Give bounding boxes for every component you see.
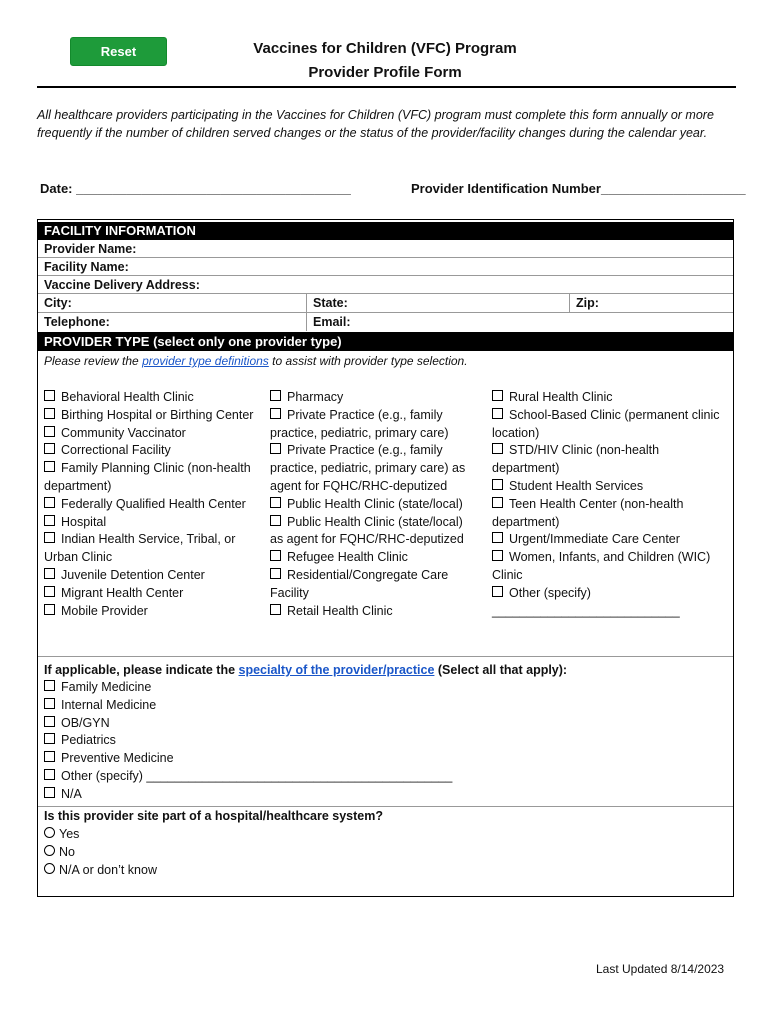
option-label: School-Based Clinic (permanent clinic location) (492, 407, 720, 440)
checkbox-icon[interactable] (44, 716, 55, 727)
provider-type-option[interactable] (44, 407, 258, 425)
option-label: N/A (61, 786, 82, 801)
email-field[interactable]: Email: (313, 315, 351, 329)
provider-type-definitions-link[interactable]: provider type definitions (142, 354, 269, 368)
provider-type-option[interactable] (44, 460, 258, 496)
checkbox-icon[interactable] (270, 443, 281, 454)
form-subtitle: Provider Profile Form (308, 64, 462, 81)
note-text: Please review the (44, 354, 143, 368)
checkbox-icon[interactable] (270, 408, 281, 419)
cell-divider (306, 294, 307, 331)
checkbox-icon[interactable] (44, 769, 55, 780)
provider-type-option[interactable] (492, 407, 728, 443)
provider-type-option[interactable] (44, 585, 258, 603)
option-label: Indian Health Service, Tribal, or Urban Clinic (44, 532, 236, 565)
hospital-options (44, 826, 444, 879)
option-label: Correctional Facility (61, 443, 171, 458)
option-label: Teen Health Center (non-health department) (492, 496, 684, 529)
checkbox-icon[interactable] (270, 497, 281, 508)
provider-type-col3 (492, 389, 728, 620)
radio-icon[interactable] (44, 827, 55, 838)
checkbox-icon[interactable] (44, 443, 55, 454)
provider-type-col2 (270, 389, 475, 620)
provider-type-option[interactable] (270, 514, 475, 550)
option-label: STD/HIV Clinic (non-health department) (492, 443, 660, 476)
option-label: Mobile Provider (61, 603, 148, 618)
provider-type-option[interactable] (492, 531, 728, 549)
provider-type-option[interactable] (492, 585, 728, 603)
hospital-option[interactable] (44, 844, 444, 862)
specialty-question (44, 663, 567, 677)
provider-type-option[interactable] (44, 603, 258, 621)
checkbox-icon[interactable] (270, 550, 281, 561)
checkbox-icon[interactable] (492, 497, 503, 508)
option-label: Rural Health Clinic (509, 390, 613, 404)
provider-type-option[interactable] (44, 514, 258, 532)
provider-type-option[interactable] (270, 496, 475, 514)
provider-type-option[interactable] (492, 442, 728, 478)
provider-type-option[interactable] (44, 531, 258, 567)
provider-type-option[interactable] (44, 496, 258, 514)
state-field[interactable]: State: (313, 296, 348, 310)
hospital-option[interactable] (44, 826, 444, 844)
section-divider (38, 656, 733, 657)
option-label: No (59, 844, 75, 859)
hospital-question: Is this provider site part of a hospital/healthcare system? (44, 809, 383, 823)
provider-id-field[interactable]: Provider Identification Number____________________ (411, 181, 746, 196)
option-label: Family Medicine (61, 680, 152, 694)
provider-type-option[interactable] (270, 603, 475, 621)
checkbox-icon[interactable] (492, 586, 503, 597)
checkbox-icon[interactable] (44, 751, 55, 762)
last-updated: Last Updated 8/14/2023 (596, 962, 725, 976)
option-label: Public Health Clinic (state/local) (287, 496, 463, 511)
option-label: Preventive Medicine (61, 751, 174, 766)
provider-type-option[interactable] (270, 442, 475, 495)
provider-type-col1 (44, 389, 258, 620)
option-label: OB/GYN (61, 715, 110, 730)
option-label: Refugee Health Clinic (287, 550, 408, 565)
option-label: Pediatrics (61, 733, 116, 748)
specialty-options (44, 679, 644, 804)
profile-form (37, 219, 734, 897)
other-specify-blank[interactable]: ___________________________ (492, 603, 680, 618)
provider-type-option[interactable] (44, 389, 258, 407)
reset-button[interactable]: Reset (70, 37, 167, 66)
section-divider (38, 806, 733, 807)
checkbox-icon[interactable] (44, 497, 55, 508)
specialty-option[interactable] (44, 768, 644, 786)
checkbox-icon[interactable] (44, 408, 55, 419)
specialty-option[interactable] (44, 697, 644, 715)
provider-type-option[interactable] (44, 425, 258, 443)
checkbox-icon[interactable] (270, 568, 281, 579)
option-label: Migrant Health Center (61, 585, 184, 600)
checkbox-icon[interactable] (44, 787, 55, 798)
option-label: Women, Infants, and Children (WIC) Clinic (492, 550, 711, 582)
provider-type-note (44, 354, 468, 368)
cell-divider (569, 294, 570, 313)
option-label: Birthing Hospital or Birthing Center (61, 407, 254, 422)
provider-type-option[interactable] (44, 567, 258, 585)
provider-type-option[interactable] (492, 496, 728, 532)
checkbox-icon[interactable] (44, 390, 55, 401)
note-text: to assist with provider type selection. (268, 354, 468, 368)
option-label: Internal Medicine (61, 697, 157, 712)
option-label: Public Health Clinic (state/local) as agent for FQHC/RHC-deputized (270, 514, 464, 547)
option-label: Pharmacy (287, 390, 344, 404)
facility-name-field[interactable]: Facility Name: (38, 258, 733, 276)
provider-type-heading: PROVIDER TYPE (select only one provider type) (38, 332, 733, 351)
zip-field[interactable]: Zip: (576, 296, 599, 310)
question-text: If applicable, please indicate the (44, 663, 239, 677)
provider-type-option[interactable] (270, 549, 475, 567)
option-label: Other (specify) (509, 585, 591, 600)
provider-type-option[interactable] (492, 549, 728, 585)
checkbox-icon[interactable] (44, 604, 55, 615)
provider-type-option[interactable] (270, 567, 475, 603)
facility-heading: FACILITY INFORMATION (38, 222, 733, 240)
provider-name-field[interactable]: Provider Name: (38, 240, 733, 258)
option-label: Other (specify) ____________________________________________ (61, 768, 453, 783)
option-label: Family Planning Clinic (non-health department) (44, 461, 251, 493)
checkbox-icon[interactable] (44, 461, 55, 472)
city-field[interactable]: City: (44, 296, 72, 310)
checkbox-icon[interactable] (44, 586, 55, 597)
date-field[interactable]: Date: ______________________________________ (40, 181, 351, 196)
checkbox-icon[interactable] (492, 479, 503, 490)
title-divider (37, 86, 736, 88)
checkbox-icon[interactable] (44, 733, 55, 744)
question-text: (Select all that apply): (434, 663, 568, 677)
option-label: Hospital (61, 514, 107, 529)
specialty-option[interactable] (44, 715, 644, 733)
provider-type-option[interactable] (492, 478, 728, 496)
radio-icon[interactable] (44, 863, 55, 874)
specialty-option[interactable] (44, 679, 644, 697)
checkbox-icon[interactable] (270, 604, 281, 615)
telephone-field[interactable]: Telephone: (44, 315, 110, 329)
option-label: Yes (59, 827, 80, 841)
checkbox-icon[interactable] (44, 532, 55, 543)
checkbox-icon[interactable] (44, 426, 55, 437)
checkbox-icon[interactable] (270, 390, 281, 401)
checkbox-icon[interactable] (492, 390, 503, 401)
checkbox-icon[interactable] (44, 698, 55, 709)
option-label: Juvenile Detention Center (61, 567, 205, 582)
radio-icon[interactable] (44, 845, 55, 856)
specialty-option[interactable] (44, 732, 644, 750)
specialty-option[interactable] (44, 786, 644, 804)
option-label: Federally Qualified Health Center (61, 496, 246, 511)
checkbox-icon[interactable] (492, 550, 503, 561)
checkbox-icon[interactable] (44, 568, 55, 579)
hospital-option[interactable] (44, 862, 444, 880)
option-label: N/A or don’t know (59, 862, 157, 877)
checkbox-icon[interactable] (270, 515, 281, 526)
option-label: Residential/Congregate Care Facility (270, 567, 449, 600)
option-label: Behavioral Health Clinic (61, 390, 194, 404)
address-field[interactable]: Vaccine Delivery Address: (38, 276, 733, 294)
checkbox-icon[interactable] (492, 532, 503, 543)
provider-type-option[interactable] (270, 407, 475, 443)
provider-type-option[interactable] (270, 389, 475, 407)
checkbox-icon[interactable] (44, 680, 55, 691)
option-label: Retail Health Clinic (287, 603, 393, 618)
checkbox-icon[interactable] (44, 515, 55, 526)
provider-type-option[interactable] (492, 389, 728, 407)
city-row (38, 294, 733, 313)
option-label: Student Health Services (509, 478, 644, 493)
option-label: Private Practice (e.g., family practice, pediatric, primary care) as agent for FQHC/RHC-deputized (270, 443, 466, 493)
specialty-option[interactable] (44, 750, 644, 768)
provider-type-option[interactable] (44, 442, 258, 460)
option-label: Urgent/Immediate Care Center (509, 532, 680, 547)
checkbox-icon[interactable] (492, 408, 503, 419)
form-title: Vaccines for Children (VFC) Program (253, 40, 517, 57)
option-label: Community Vaccinator (61, 425, 186, 440)
intro-text: All healthcare providers participating in the Vaccines for Children (VFC) program must complete this form annually or more frequently if the number of children served changes or the status of the provider/facility changes during the calendar year. (37, 108, 714, 140)
option-label: Private Practice (e.g., family practice, pediatric, primary care) (270, 407, 449, 440)
checkbox-icon[interactable] (492, 443, 503, 454)
specialty-link[interactable]: specialty of the provider/practice (238, 663, 435, 677)
